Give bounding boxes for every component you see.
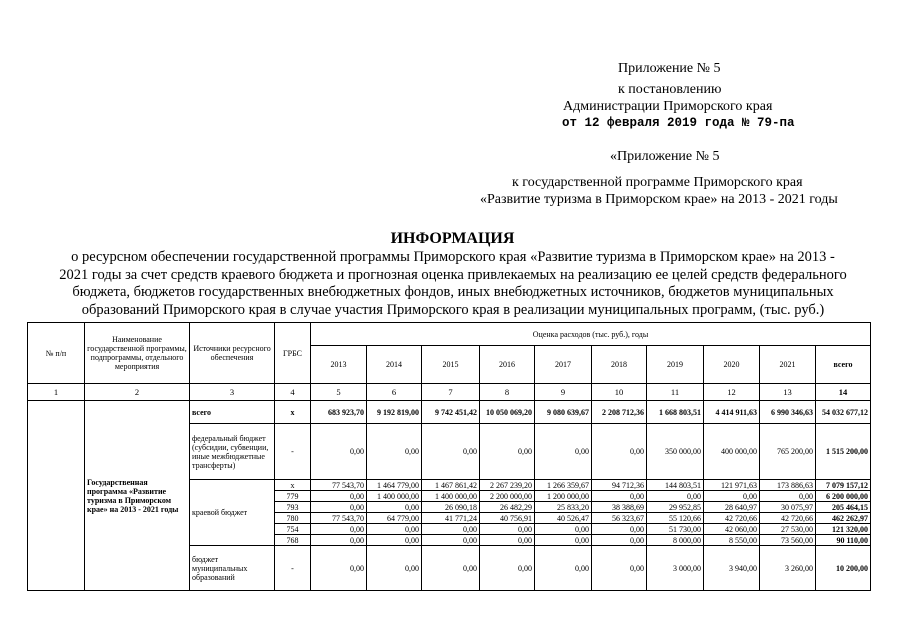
appendix2-label: «Приложение № 5	[610, 149, 720, 164]
value-cell: 0,00	[535, 424, 592, 480]
value-cell: 55 120,66	[647, 513, 704, 524]
column-number-row	[28, 384, 871, 401]
year-header-total: всего	[816, 346, 871, 384]
value-cell: 90 110,00	[816, 535, 871, 546]
value-cell: 1 200 000,00	[535, 491, 592, 502]
col-number: 7	[422, 384, 480, 401]
grbs-cell: 793	[275, 502, 311, 513]
value-cell: 42 720,66	[704, 513, 760, 524]
value-cell: 0,00	[592, 424, 647, 480]
value-cell: 41 771,24	[422, 513, 480, 524]
year-header: 2013	[311, 346, 367, 384]
year-header: 2015	[422, 346, 480, 384]
header-grbs: ГРБС	[275, 323, 311, 384]
col-number: 12	[704, 384, 760, 401]
value-cell: 26 090,18	[422, 502, 480, 513]
value-cell: 40 756,91	[480, 513, 535, 524]
grbs-cell: 779	[275, 491, 311, 502]
value-cell: 0,00	[704, 491, 760, 502]
value-cell: 77 543,70	[311, 480, 367, 491]
description-line: о ресурсном обеспечении государственной программы Приморского края «Развитие туризма в Приморском крае» на 2013 -	[71, 249, 835, 265]
col-number: 4	[275, 384, 311, 401]
value-cell: 0,00	[311, 424, 367, 480]
appendix-label: Приложение № 5	[618, 61, 721, 76]
value-cell: 9 742 451,42	[422, 401, 480, 424]
value-cell: 1 400 000,00	[422, 491, 480, 502]
value-cell: 0,00	[422, 524, 480, 535]
value-cell: 0,00	[592, 546, 647, 591]
value-cell: 25 833,20	[535, 502, 592, 513]
value-cell: 0,00	[535, 546, 592, 591]
value-cell: 64 779,00	[367, 513, 422, 524]
value-cell: 27 530,00	[760, 524, 816, 535]
value-cell: 173 886,63	[760, 480, 816, 491]
value-cell: 0,00	[535, 535, 592, 546]
value-cell: 30 075,97	[760, 502, 816, 513]
year-header: 2019	[647, 346, 704, 384]
col-number: 10	[592, 384, 647, 401]
description-line: образований Приморского края в случае участия Приморского края в реализации муниципальных программ, (тыс. руб.)	[81, 301, 825, 318]
value-cell: 3 260,00	[760, 546, 816, 591]
value-cell: 26 482,29	[480, 502, 535, 513]
value-cell: 0,00	[311, 546, 367, 591]
value-cell: 0,00	[367, 424, 422, 480]
value-cell: 1 668 803,51	[647, 401, 704, 424]
value-cell: 0,00	[760, 491, 816, 502]
value-cell: 121 971,63	[704, 480, 760, 491]
value-cell: 3 000,00	[647, 546, 704, 591]
value-cell: 77 543,70	[311, 513, 367, 524]
value-cell: 40 526,47	[535, 513, 592, 524]
value-cell: 144 803,51	[647, 480, 704, 491]
value-cell: 3 940,00	[704, 546, 760, 591]
value-cell: 1 467 861,42	[422, 480, 480, 491]
value-cell: 0,00	[367, 535, 422, 546]
grbs-cell: х	[275, 480, 311, 491]
value-cell: 38 388,69	[592, 502, 647, 513]
col-number: 14	[816, 384, 871, 401]
source-cell: всего	[190, 401, 275, 424]
header-source: Источники ресурсного обеспечения	[190, 323, 275, 384]
source-cell: бюджет муниципальных образований	[190, 546, 275, 591]
value-cell: 0,00	[311, 535, 367, 546]
year-header: 2020	[704, 346, 760, 384]
value-cell: 1 464 779,00	[367, 480, 422, 491]
header-estimate: Оценка расходов (тыс. руб.), годы	[311, 323, 871, 346]
value-cell: 0,00	[592, 524, 647, 535]
grbs-cell: 780	[275, 513, 311, 524]
value-cell: 0,00	[592, 535, 647, 546]
date-number-label: от 12 февраля 2019 года № 79-па	[562, 116, 795, 130]
value-cell: 0,00	[422, 546, 480, 591]
value-cell: 6 990 346,63	[760, 401, 816, 424]
value-cell: 4 414 911,63	[704, 401, 760, 424]
value-cell: 0,00	[480, 524, 535, 535]
value-cell: 8 000,00	[647, 535, 704, 546]
year-header: 2021	[760, 346, 816, 384]
value-cell: 94 712,36	[592, 480, 647, 491]
col-number: 3	[190, 384, 275, 401]
grbs-cell: х	[275, 401, 311, 424]
col-number: 13	[760, 384, 816, 401]
value-cell: 2 200 000,00	[480, 491, 535, 502]
value-cell: 0,00	[647, 491, 704, 502]
year-header: 2014	[367, 346, 422, 384]
page-title: ИНФОРМАЦИЯ	[390, 230, 515, 247]
grbs-cell: 768	[275, 535, 311, 546]
value-cell: 0,00	[311, 524, 367, 535]
source-cell: краевой бюджет	[190, 480, 275, 546]
col-number: 11	[647, 384, 704, 401]
description	[20, 249, 886, 319]
table-row-total	[28, 401, 871, 424]
col-number: 2	[85, 384, 190, 401]
description-line: бюджета, бюджетов государственных внебюджетных фондов, иных внебюджетных источников, бюджетов муниципальных	[72, 284, 834, 300]
value-cell: 1 515 200,00	[816, 424, 871, 480]
value-cell: 2 208 712,36	[592, 401, 647, 424]
grbs-cell: 754	[275, 524, 311, 535]
value-cell: 1 400 000,00	[367, 491, 422, 502]
header-num: № п/п	[28, 323, 85, 384]
resource-table	[27, 322, 871, 591]
value-cell: 54 032 677,12	[816, 401, 871, 424]
value-cell: 29 952,85	[647, 502, 704, 513]
to-program-label: к государственной программе Приморского края	[512, 175, 803, 190]
value-cell: 765 200,00	[760, 424, 816, 480]
value-cell: 0,00	[367, 546, 422, 591]
value-cell: 400 000,00	[704, 424, 760, 480]
value-cell: 0,00	[535, 524, 592, 535]
value-cell: 0,00	[592, 491, 647, 502]
value-cell: 0,00	[480, 424, 535, 480]
value-cell: 0,00	[367, 502, 422, 513]
value-cell: 7 079 157,12	[816, 480, 871, 491]
description-line: 2021 годы за счет средств краевого бюджета и прогнозная оценка привлекаемых на реализацию ее целей средств федерального	[59, 266, 847, 283]
value-cell: 0,00	[480, 535, 535, 546]
value-cell: 350 000,00	[647, 424, 704, 480]
source-cell: федеральный бюджет (субсидии, субвенции, иные межбюджетные трансферты)	[190, 424, 275, 480]
grbs-cell: -	[275, 424, 311, 480]
program-name-cell: Государственная программа «Развитие туризма в Приморском крае» на 2013 - 2021 годы	[85, 401, 190, 591]
value-cell: 1 266 359,67	[535, 480, 592, 491]
value-cell: 28 640,97	[704, 502, 760, 513]
row-number-cell	[28, 401, 85, 591]
value-cell: 2 267 239,20	[480, 480, 535, 491]
value-cell: 121 320,00	[816, 524, 871, 535]
value-cell: 6 200 000,00	[816, 491, 871, 502]
col-number: 5	[311, 384, 367, 401]
year-header: 2017	[535, 346, 592, 384]
col-number: 9	[535, 384, 592, 401]
year-header: 2016	[480, 346, 535, 384]
value-cell: 683 923,70	[311, 401, 367, 424]
value-cell: 462 262,97	[816, 513, 871, 524]
value-cell: 0,00	[422, 535, 480, 546]
year-header: 2018	[592, 346, 647, 384]
value-cell: 42 060,00	[704, 524, 760, 535]
value-cell: 73 560,00	[760, 535, 816, 546]
value-cell: 205 464,15	[816, 502, 871, 513]
value-cell: 0,00	[367, 524, 422, 535]
header-name: Наименование государственной программы, подпрограммы, отдельного мероприятия	[85, 323, 190, 384]
value-cell: 0,00	[422, 424, 480, 480]
value-cell: 0,00	[311, 491, 367, 502]
col-number: 6	[367, 384, 422, 401]
col-number: 8	[480, 384, 535, 401]
to-resolution-label: к постановлению	[618, 82, 722, 97]
value-cell: 10 200,00	[816, 546, 871, 591]
value-cell: 56 323,67	[592, 513, 647, 524]
col-number: 1	[28, 384, 85, 401]
value-cell: 42 720,66	[760, 513, 816, 524]
value-cell: 10 050 069,20	[480, 401, 535, 424]
value-cell: 8 550,00	[704, 535, 760, 546]
administration-label: Администрации Приморского края	[563, 99, 773, 114]
value-cell: 51 730,00	[647, 524, 704, 535]
program-name-label: «Развитие туризма в Приморском крае» на 2013 - 2021 годы	[480, 192, 838, 207]
value-cell: 0,00	[311, 502, 367, 513]
value-cell: 0,00	[480, 546, 535, 591]
value-cell: 9 192 819,00	[367, 401, 422, 424]
grbs-cell: -	[275, 546, 311, 591]
value-cell: 9 080 639,67	[535, 401, 592, 424]
